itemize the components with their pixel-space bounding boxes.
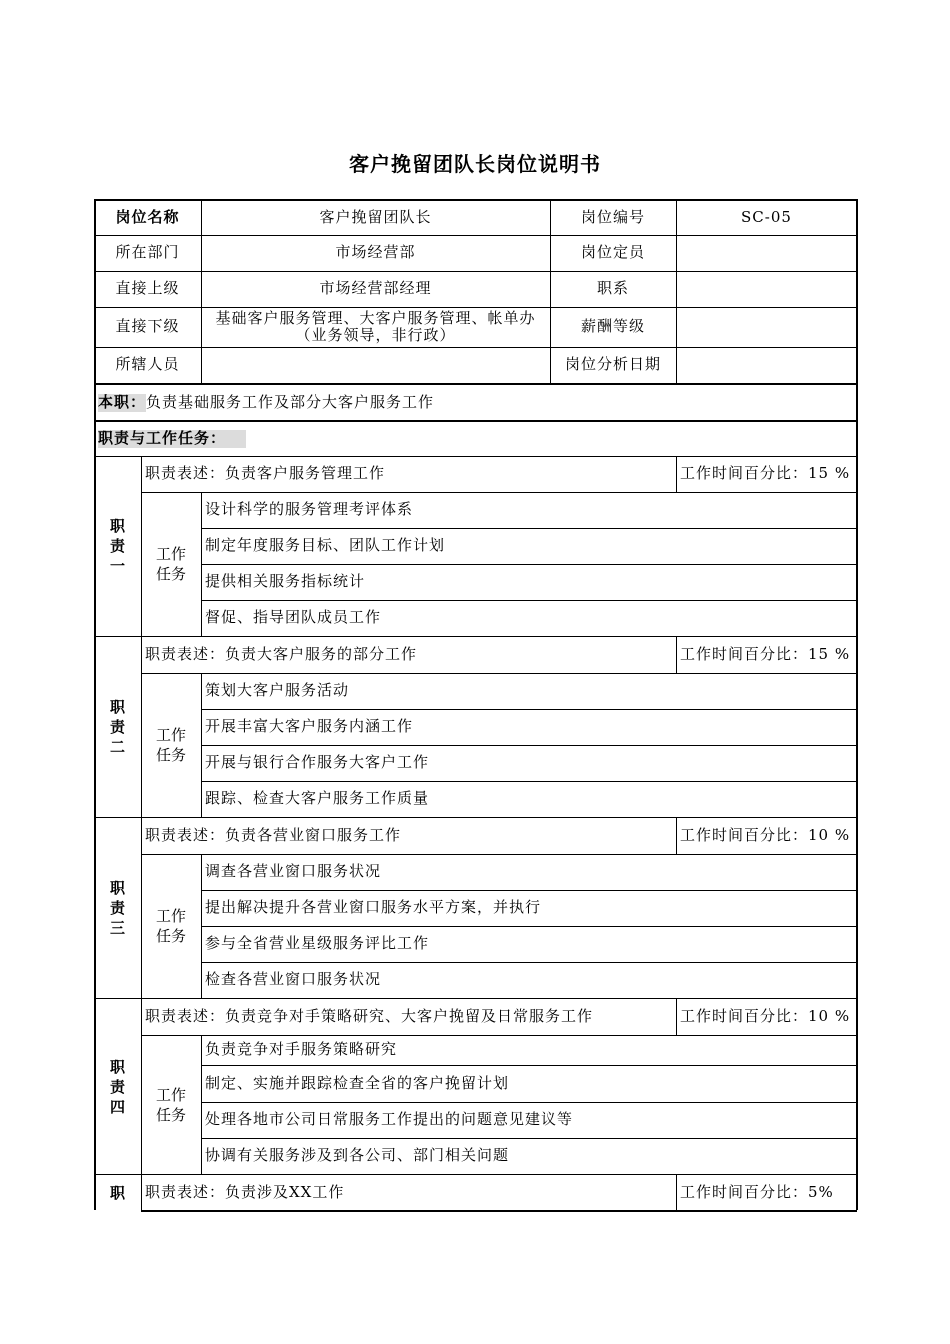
- core-duty-text: 负责基础服务工作及部分大客户服务工作: [146, 393, 435, 412]
- table-rule: [141, 637, 142, 817]
- duty-time-percent: 工作时间百分比：10 %: [680, 826, 851, 845]
- duties-heading: 职责与工作任务：: [98, 430, 246, 447]
- field-value: 市场经营部: [335, 243, 416, 262]
- core-duty-row: [94, 385, 857, 421]
- field-label: 岗位定员: [580, 243, 645, 262]
- task-label: 工作 任务: [155, 545, 186, 583]
- task-item: 开展丰富大客户服务内涵工作: [205, 717, 414, 736]
- field-value: [201, 347, 550, 383]
- task-item: 处理各地市公司日常服务工作提出的问题意见建议等: [205, 1110, 574, 1129]
- duty-statement: 职责表述：负责各营业窗口服务工作: [145, 826, 402, 845]
- table-rule: [141, 1175, 142, 1210]
- task-item: 负责竞争对手服务策略研究: [205, 1040, 398, 1059]
- field-value: [676, 271, 857, 307]
- task-item: 设计科学的服务管理考评体系: [205, 500, 414, 519]
- field-label: 直接下级: [115, 317, 180, 336]
- task-label: 工作 任务: [155, 726, 186, 764]
- task-item: 督促、指导团队成员工作: [205, 608, 382, 627]
- duty-statement: 职责表述：负责竞争对手策略研究、大客户挽留及日常服务工作: [145, 1007, 594, 1026]
- duty-statement: 职责表述：负责涉及XX工作: [145, 1183, 345, 1202]
- duty-time-percent: 工作时间百分比：5%: [680, 1183, 834, 1202]
- task-item: 制定年度服务目标、团队工作计划: [205, 536, 446, 555]
- table-rule: [141, 456, 142, 636]
- field-value: 客户挽留团队长: [319, 207, 432, 226]
- table-rule: [676, 1175, 677, 1211]
- field-label: 所在部门: [115, 243, 180, 262]
- task-item: 调查各营业窗口服务状况: [205, 862, 382, 881]
- table-rule: [141, 818, 142, 998]
- task-item: 跟踪、检查大客户服务工作质量: [205, 789, 430, 808]
- duty-statement: 职责表述：负责客户服务管理工作: [145, 464, 386, 483]
- table-rule: [676, 637, 677, 673]
- table-left-border: [94, 199, 96, 1210]
- duty-label: 职 责 一: [109, 517, 125, 575]
- table-rule: [676, 999, 677, 1035]
- field-value: 基础客户服务管理、大客户服务管理、帐单办（业务领导，非行政）: [215, 308, 536, 344]
- table-rule: [141, 1210, 857, 1211]
- field-label: 岗位名称: [115, 207, 180, 226]
- field-value: [676, 235, 857, 271]
- table-rule: [141, 999, 142, 1174]
- duty-time-percent: 工作时间百分比：15 %: [680, 645, 851, 664]
- duty-label: 职 责 三: [109, 879, 125, 937]
- page-title: 客户挽留团队长岗位说明书: [349, 152, 601, 176]
- task-item: 开展与银行合作服务大客户工作: [205, 753, 430, 772]
- field-label: 薪酬等级: [580, 317, 645, 336]
- field-label: 岗位分析日期: [564, 355, 661, 374]
- table-rule: [676, 456, 677, 492]
- task-item: 提出解决提升各营业窗口服务水平方案，并执行: [205, 898, 542, 917]
- duty-time-percent: 工作时间百分比：15 %: [680, 464, 851, 483]
- task-item: 提供相关服务指标统计: [205, 572, 366, 591]
- field-label: 岗位编号: [580, 207, 645, 226]
- task-item: 策划大客户服务活动: [205, 681, 350, 700]
- duty-label: 职 责 二: [109, 698, 125, 756]
- task-item: 协调有关服务涉及到各公司、部门相关问题: [205, 1146, 510, 1165]
- table-right-border: [856, 199, 858, 1210]
- field-label: 职系: [596, 279, 629, 298]
- duties-heading-row: [94, 422, 857, 456]
- task-label: 工作 任务: [155, 907, 186, 945]
- duty-statement: 职责表述：负责大客户服务的部分工作: [145, 645, 418, 664]
- task-item: 检查各营业窗口服务状况: [205, 970, 382, 989]
- table-rule: [676, 818, 677, 854]
- task-label: 工作 任务: [155, 1085, 186, 1124]
- field-value: SC-05: [741, 207, 792, 226]
- field-value: [676, 347, 857, 383]
- core-duty-label: 本职：: [98, 393, 147, 412]
- field-label: 所辖人员: [115, 355, 180, 374]
- field-value: [676, 307, 857, 347]
- duty-label: 职 责 四: [109, 1057, 125, 1116]
- task-item: 制定、实施并跟踪检查全省的客户挽留计划: [205, 1073, 510, 1092]
- duty-label: 职: [109, 1184, 125, 1202]
- duty-time-percent: 工作时间百分比：10 %: [680, 1007, 851, 1026]
- table-rule: [141, 1211, 857, 1212]
- task-item: 参与全省营业星级服务评比工作: [205, 934, 430, 953]
- field-label: 直接上级: [115, 279, 180, 298]
- field-value: 市场经营部经理: [319, 279, 432, 298]
